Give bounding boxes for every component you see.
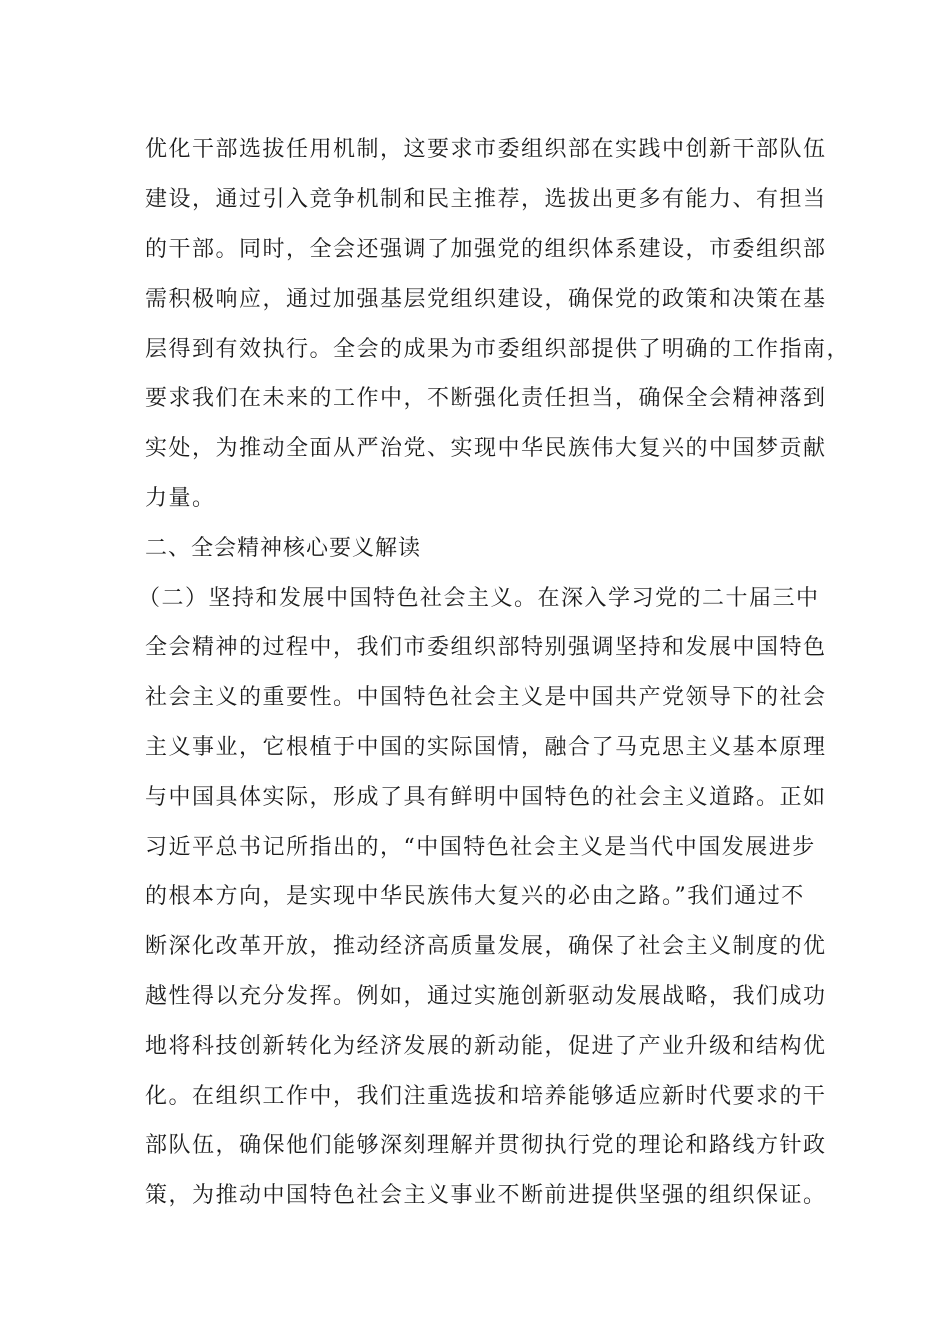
text-line-18: 越性得以充分发挥。例如，通过实施创新驱动发展战略，我们成功	[145, 984, 827, 1009]
text-line-12: 社会主义的重要性。中国特色社会主义是中国共产党领导下的社会	[145, 685, 827, 710]
text-line-20: 化。在组织工作中，我们注重选拔和培养能够适应新时代要求的干	[145, 1084, 827, 1109]
text-line-5: 层得到有效执行。全会的成果为市委组织部提供了明确的工作指南，	[145, 337, 851, 362]
text-line-11: 全会精神的过程中，我们市委组织部特别强调坚持和发展中国特色	[145, 635, 827, 660]
text-line-19: 地将科技创新转化为经济发展的新动能，促进了产业升级和结构优	[145, 1034, 827, 1059]
text-line-1: 优化干部选拔任用机制，这要求市委组织部在实践中创新干部队伍	[145, 137, 827, 162]
text-line-15: 习近平总书记所指出的，“中国特色社会主义是当代中国发展进步	[145, 835, 816, 860]
text-line-2: 建设，通过引入竞争机制和民主推荐，选拔出更多有能力、有担当	[145, 187, 827, 212]
text-line-14: 与中国具体实际，形成了具有鲜明中国特色的社会主义道路。正如	[145, 785, 827, 810]
text-line-13: 主义事业，它根植于中国的实际国情，融合了马克思主义基本原理	[145, 735, 827, 760]
text-line-4: 需积极响应，通过加强基层党组织建设，确保党的政策和决策在基	[145, 287, 827, 312]
text-line-16: 的根本方向，是实现中华民族伟大复兴的必由之路。”我们通过不	[145, 884, 805, 909]
text-line-22: 策，为推动中国特色社会主义事业不断前进提供坚强的组织保证。	[145, 1183, 827, 1208]
text-line-6: 要求我们在未来的工作中，不断强化责任担当，确保全会精神落到	[145, 386, 827, 411]
text-line-3: 的干部。同时，全会还强调了加强党的组织体系建设，市委组织部	[145, 237, 827, 262]
section-heading: 二、全会精神核心要义解读	[145, 536, 422, 561]
text-line-10: （二）坚持和发展中国特色社会主义。在深入学习党的二十届三中	[138, 586, 820, 611]
text-line-21: 部队伍，确保他们能够深刻理解并贯彻执行党的理论和路线方针政	[145, 1133, 827, 1158]
text-line-8: 力量。	[145, 486, 216, 511]
text-line-17: 断深化改革开放，推动经济高质量发展，确保了社会主义制度的优	[145, 934, 827, 959]
text-line-7: 实处，为推动全面从严治党、实现中华民族伟大复兴的中国梦贡献	[145, 436, 827, 461]
